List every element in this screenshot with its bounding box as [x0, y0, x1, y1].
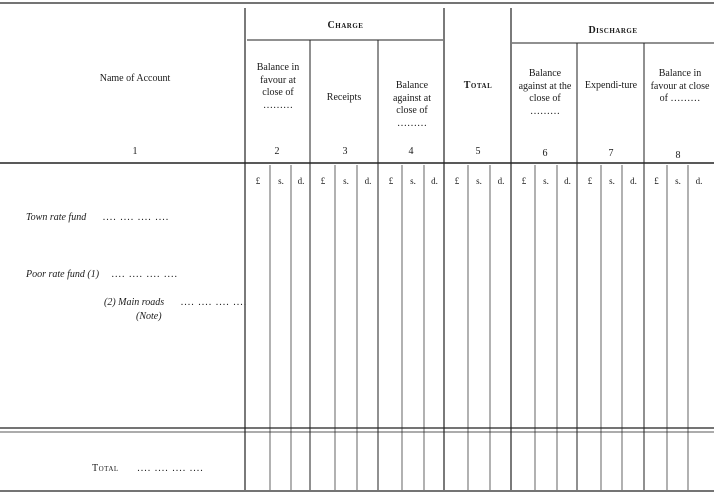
header-name-of-account: Name of Account — [99, 73, 171, 84]
unit-pence: d. — [364, 176, 372, 186]
unit-shillings: s. — [278, 176, 284, 186]
unit-shillings: s. — [675, 176, 681, 186]
leader-dots: .... .... .... .... — [102, 212, 170, 223]
unit-pounds: £ — [388, 176, 394, 186]
leader-dots: .... .... .... .... — [180, 297, 248, 308]
header-charge: Charge — [327, 20, 364, 31]
row-label: Total — [92, 463, 119, 474]
header-col3: Receipts — [326, 92, 362, 103]
column-number-7: 7 — [608, 148, 614, 159]
header-col7: Expendi-ture — [584, 80, 638, 91]
column-number-1: 1 — [132, 146, 138, 157]
unit-pounds: £ — [454, 176, 460, 186]
unit-pence: d. — [497, 176, 505, 186]
header-col6: Balance against at the close of ……… — [518, 68, 572, 117]
column-number-3: 3 — [342, 146, 348, 157]
row-poor-rate-fund — [26, 269, 178, 281]
row-label: (Note) — [136, 311, 162, 322]
row-note — [136, 311, 162, 323]
row-label: (2) Main roads — [104, 297, 165, 308]
unit-pounds: £ — [320, 176, 326, 186]
row-total — [92, 463, 204, 475]
unit-shillings: s. — [410, 176, 416, 186]
unit-pounds: £ — [587, 176, 593, 186]
header-discharge: Discharge — [588, 25, 638, 36]
unit-pounds: £ — [255, 176, 261, 186]
unit-pence: d. — [564, 176, 571, 186]
column-number-4: 4 — [408, 146, 414, 157]
header-total: Total — [463, 80, 493, 91]
column-number-8: 8 — [675, 150, 681, 161]
column-number-5: 5 — [475, 146, 481, 157]
column-number-2: 2 — [274, 146, 280, 157]
unit-shillings: s. — [609, 176, 615, 186]
unit-pence: d. — [630, 176, 637, 186]
header-col4: Balance against at close of ……… — [392, 80, 432, 129]
leader-dots: .... .... .... .... — [111, 269, 179, 280]
row-main-roads — [104, 297, 247, 309]
unit-pence: d. — [431, 176, 438, 186]
unit-shillings: s. — [543, 176, 549, 186]
header-col2: Balance in favour at close of ……… — [256, 62, 300, 111]
header-col8: Balance in favour at close of ……… — [650, 68, 710, 104]
unit-shillings: s. — [476, 176, 482, 186]
unit-shillings: s. — [343, 176, 349, 186]
unit-pence: d. — [695, 176, 703, 186]
unit-pounds: £ — [521, 176, 527, 186]
row-label: Town rate fund — [26, 212, 87, 223]
unit-pounds: £ — [654, 176, 659, 186]
row-town-rate-fund — [26, 212, 169, 224]
column-number-6: 6 — [542, 148, 548, 159]
leader-dots: .... .... .... .... — [137, 463, 204, 474]
unit-pence: d. — [297, 176, 305, 186]
row-label: Poor rate fund (1) — [26, 269, 100, 280]
